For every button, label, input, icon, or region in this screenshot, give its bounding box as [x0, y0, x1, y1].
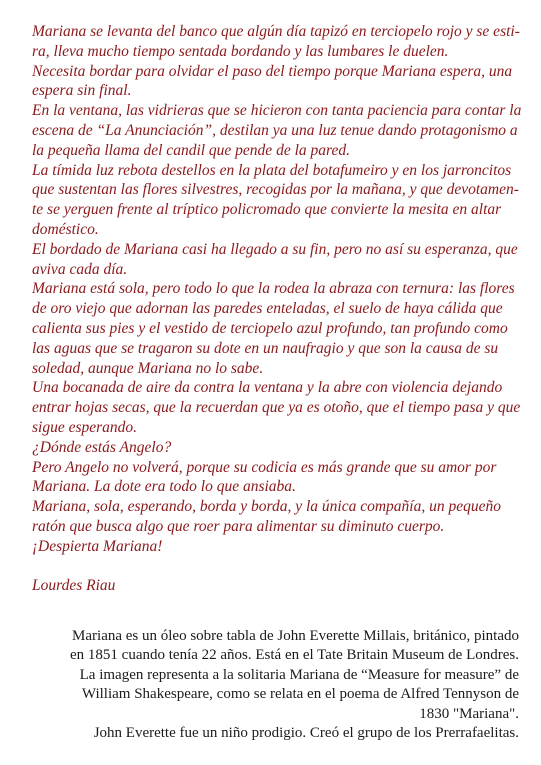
poem-line: sigue esperando.	[32, 418, 138, 436]
caption-line: William Shakespeare, como se relata en el poema de Alfred Tennyson de	[81, 686, 519, 703]
poem-author: Lourdes Riau	[32, 577, 116, 595]
poem-line: Mariana se levanta del banco que algún día tapizó en terciopelo rojo y se esti-	[32, 23, 520, 40]
poem-line: La tímida luz rebota destellos en la plata del botafumeiro y en los jarroncitos	[32, 161, 512, 179]
poem-line: Mariana. La dote era todo lo que ansiaba.	[32, 478, 296, 496]
poem-line: entrar hojas secas, que la recuerdan que ya es otoño, que el tiempo pasa y que	[32, 399, 521, 417]
poem-line: doméstico.	[32, 220, 99, 238]
poem-line: espera sin final.	[32, 82, 132, 100]
poem-line: las aguas que se tragaron su dote en un naufragio y que son la causa de su	[32, 339, 499, 357]
poem-line: Mariana está sola, pero todo lo que la rodea la abraza con ternura: las flores	[32, 280, 515, 298]
poem-line: que sustentan las flores silvestres, recogidas por la mañana, y que devotamen-	[32, 181, 519, 199]
painting-caption	[29, 627, 519, 743]
poem-line: El bordado de Mariana casi ha llegado a su fin, pero no así su esperanza, que	[32, 240, 518, 258]
poem-line: Pero Angelo no volverá, porque su codicia es más grande que su amor por	[32, 458, 497, 476]
poem-line: Necesita bordar para olvidar el paso del tiempo porque Mariana espera, una	[32, 62, 513, 80]
poem-line: Mariana, sola, esperando, borda y borda, y la única compañía, un pequeño	[32, 498, 501, 516]
poem-line: ratón que busca algo que roer para alimentar su diminuto cuerpo.	[32, 517, 445, 535]
caption-line: Mariana es un óleo sobre tabla de John Everette Millais, británico, pintado	[72, 628, 519, 644]
poem-line: de oro viejo que adornan las paredes enteladas, el suelo de haya cálida que	[32, 300, 503, 318]
caption-line: en 1851 cuando tenía 22 años. Está en el Tate Britain Museum de Londres.	[70, 647, 519, 664]
poem-line: soledad, aunque Mariana no lo sabe.	[32, 359, 264, 377]
poem-line: ¡Despierta Mariana!	[32, 537, 163, 555]
poem-line: escena de “La Anunciación”, destilan ya una luz tenue dando protagonismo a	[32, 121, 518, 139]
poem-line: ra, lleva mucho tiempo sentada bordando y las lumbares le duelen.	[32, 42, 449, 60]
caption-line: John Everette fue un niño prodigio. Creó el grupo de los Prerrafaelitas.	[93, 725, 519, 742]
poem-line: aviva cada día.	[32, 260, 128, 278]
caption-line: La imagen representa a la solitaria Mariana de “Measure for measure” de	[79, 666, 519, 683]
poem-line: Una bocanada de aire da contra la ventana y la abre con violencia dejando	[32, 379, 503, 397]
poem-line: la pequeña llama del candil que pende de la pared.	[32, 141, 350, 159]
poem-line: te se yerguen frente al tríptico policromado que convierte la mesita en altar	[32, 201, 502, 219]
poem-block	[32, 22, 522, 596]
poem-spacer	[32, 557, 512, 577]
poem-line: ¿Dónde estás Angelo?	[32, 438, 172, 456]
poem-line: calienta sus pies y el vestido de terciopelo azul profundo, tan profundo como	[32, 319, 508, 337]
caption-line: 1830 "Mariana".	[419, 705, 519, 722]
poem-line: En la ventana, las vidrieras que se hicieron con tanta paciencia para contar la	[32, 102, 522, 120]
